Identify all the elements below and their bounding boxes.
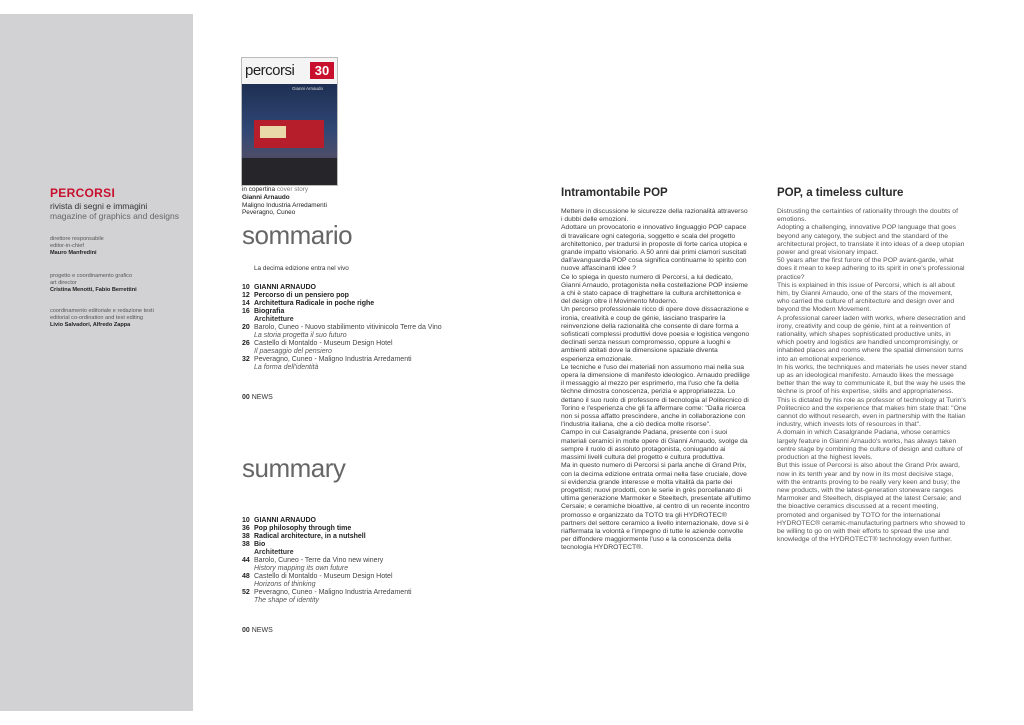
- toc-item[interactable]: [242, 340, 442, 356]
- credit-role: progetto e coordinamento grafico art director: [50, 273, 133, 287]
- toc-item[interactable]: [242, 517, 412, 525]
- toc-item[interactable]: [242, 292, 442, 300]
- toc-item-continuation: Architetture: [254, 316, 294, 323]
- article-italian-title: Intramontabile POP: [561, 187, 668, 199]
- toc-item-subtitle: La forma dell'identità: [254, 364, 319, 371]
- cover-caption: [242, 186, 402, 217]
- cover-issue-number: 30: [310, 62, 334, 79]
- toc-item[interactable]: [242, 324, 442, 340]
- toc-item-continuation: Architetture: [254, 549, 294, 556]
- toc-page-number: 12: [242, 292, 250, 299]
- masthead-subtitle-en: magazine of graphics and designs: [50, 211, 179, 221]
- news-label: NEWS: [251, 627, 273, 634]
- toc-page-number: 20: [242, 324, 250, 331]
- cover-brand: percorsi: [245, 62, 295, 79]
- cover-line-3: Peveragno, Cuneo: [242, 209, 296, 217]
- toc-item-title: Barolo, Cuneo - Terre da Vino new winery: [254, 557, 384, 564]
- article-english-title: POP, a timeless culture: [777, 187, 904, 199]
- toc-item-subtitle: The shape of identity: [254, 597, 319, 604]
- toc-item-title: GIANNI ARNAUDO: [254, 517, 316, 524]
- cover-building-window: [260, 126, 286, 138]
- credit-editorial: [50, 308, 190, 330]
- news-page: 00: [242, 627, 250, 634]
- article-english-body: Distrusting the certainties of rationality through the doubts of emotions. Adopting a challenging, innovative POP language that goes beyond any category, the subject and the standard of the architectural project, to translate it into ideas of a deep utopian power and great visionary impact. 50 years after the first furore of the POP avant-garde, what does it mean to keep adhering to its spirit in one's professional practice? This is explained in this issue of Percorsi, which is all about him, by Gianni Arnaudo, one of the stars of the movement, who carried the culture of architecture and design over and beyond the Modern Movement. A professional career laden with works, where desecration and irony, creativity and coup de génie, hint at a reinvention of rationality, which shapes sophisticated productive units, in which poetry and logistics are handled uncompromisingly, or inhabited places and rooms where the spatial dimension turns into an emotional experience. In his works, the techniques and materials he uses never stand up as an ideological manifesto. Arnaudo likes the message better than the way to communicate it, but the way he uses the tèchne is proof of his expertise, skills and appropriateness. This is dictated by his role as professor of technology at Turin's Politecnico and the experience that makes him state that: "One cannot do without research, even in partnership with the Italian industry, which invests lots of resources in that". A domain in which Casalgrande Padana, whose ceramics largely feature in Gianni Arnaudo's works, has always taken centre stage by combining the culture of design and culture of production at the highest levels. But this issue of Percorsi is also about the Grand Prix award, now in its tenth year and by now in its most decisive stage, with the entrants proving to be really very keen and busy; the new products, with the latest-generation stoneware ranges Marmoker and Steeltech, displayed at the latest Cersaie; and the bioactive ceramics discussed at a recent meeting, promoted and organised by TOTO for the international HYDROTEC® ceramic-manufacturing partners who showed to be willing to go on with their efforts to spread the use and knowledge of the HYDROTECT® technology even further.: [777, 208, 967, 544]
- masthead-subtitle: [50, 201, 190, 221]
- toc-page-number: 44: [242, 557, 250, 564]
- masthead-subtitle-it: rivista di segni e immagini: [50, 201, 148, 211]
- cover-caption-it: in copertina: [242, 186, 276, 193]
- toc-item-subtitle: Il paesaggio del pensiero: [254, 348, 332, 355]
- news-label: NEWS: [251, 394, 273, 401]
- toc-page-number: 38: [242, 541, 250, 548]
- toc-item-title: Pop philosophy through time: [254, 525, 352, 532]
- toc-item-title: Percorso di un pensiero pop: [254, 292, 349, 299]
- toc-item[interactable]: [242, 284, 442, 292]
- toc-item-subtitle: History mapping its own future: [254, 565, 349, 572]
- toc-item[interactable]: [242, 300, 442, 308]
- sommario-news[interactable]: [242, 394, 273, 402]
- toc-item[interactable]: [242, 541, 412, 557]
- toc-item-subtitle: La storia progetta il suo futuro: [254, 332, 347, 339]
- cover-ground: [242, 158, 337, 185]
- credit-name: Livio Salvadori, Alfredo Zappa: [50, 322, 131, 329]
- masthead-sidebar: [0, 14, 193, 711]
- news-page: 00: [242, 394, 250, 401]
- toc-page-number: 16: [242, 308, 250, 315]
- cover-caption-en: cover story: [276, 186, 309, 193]
- toc-item[interactable]: [242, 533, 412, 541]
- cover-thumbnail: [241, 57, 338, 186]
- toc-page-number: 52: [242, 589, 250, 596]
- credit-art-director: [50, 273, 190, 295]
- toc-page-number: 48: [242, 573, 250, 580]
- toc-page-number: 10: [242, 517, 250, 524]
- article-italian-body: Mettere in discussione le sicurezze della razionalità attraverso i dubbi delle emozioni. Adottare un provocatorio e innovativo linguaggio POP capace di travalicare ogni categoria, soggetto e scala del progetto architettonico, per tradursi in proposte di forte carica utopica e grande impatto visionario. A 50 anni dai primi clamori suscitati dall'avanguardia POP cosa significa continuarne lo spirito con nuove affascinanti idee ? Ce lo spiega in questo numero di Percorsi, a lui dedicato, Gianni Arnaudo, protagonista nella costellazione POP insieme a chi è stato capace di traghettare la cultura architettonica e del design oltre il Movimento Moderno. Un percorso professionale ricco di opere dove dissacrazione e ironia, creatività e coup de génie, lasciano trasparire la reinvenzione della razionalità che consente di dare forma a sofisticati complessi produttivi dove poesia e logistica vengono declinati senza nessun compromesso, oppure a luoghi e ambienti abitati dove la dimensione spaziale diventa esperienza emozionale. Le tecniche e l'uso dei materiali non assumono mai nella sua opera la dimensione di manifesto ideologico. Arnaudo predilige il messaggio al mezzo per esprimerlo, ma l'uso che fa della tèchne dimostra conoscenza, perizia e appropriatezza. Lo dettano il suo ruolo di professore di tecnologia al Politecnico di Torino e l'esperienza che gli fa affermare come: "Dalla ricerca non si possa affatto prescindere, anche in collaborazione con l'industria italiana, che a ciò dedica molte risorse". Campo in cui Casalgrande Padana, presente con i suoi materiali ceramici in molte opere di Gianni Arnaudo, svolge da sempre il ruolo di assoluto protagonista, coniugando ai massimi livelli cultura del progetto e cultura produttiva. Ma in questo numero di Percorsi si parla anche di Grand Prix, con la decima edizione entrata ormai nella fase cruciale, dove si evidenzia grande interesse e molta vitalità da parte dei progettisti; nuovi prodotti, con le serie in grès porcellanato di ultima generazione Marmoker e Steeltech, presentate all'ultimo Cersaie; e ceramiche bioattive, al centro di un recente incontro promosso e organizzato da TOTO tra gli HYDROTEC® partners del settore ceramico a livello internazionale, dove si è riaffermata la volontà e l'impegno di tutte le aziende convolte per diffondere maggiormente l'uso e la conoscenza della tecnologia HYDROTECT®.: [561, 208, 751, 552]
- toc-item-title: Castello di Montaldo - Museum Design Hotel: [254, 573, 393, 580]
- toc-page-number: 14: [242, 300, 250, 307]
- toc-item[interactable]: [242, 573, 412, 589]
- masthead-title: PERCORSI: [50, 186, 116, 200]
- toc-item-title: Bio: [254, 541, 266, 548]
- toc-item-title: Architettura Radicale in poche righe: [254, 300, 375, 307]
- cover-label: Gianni Arnaudo: [292, 86, 324, 91]
- summary-news[interactable]: [242, 627, 273, 635]
- cover-line-1: Gianni Arnaudo: [242, 193, 290, 201]
- toc-item[interactable]: [242, 557, 412, 573]
- credit-editor: [50, 236, 190, 258]
- sommario-intro: La decima edizione entra nel vivo: [254, 265, 349, 272]
- toc-item-title: Castello di Montaldo - Museum Design Hotel: [254, 340, 393, 347]
- toc-item[interactable]: [242, 356, 442, 372]
- credit-role: coordinamento editoriale e redazione testi editorial co-ordination and text editing: [50, 308, 154, 322]
- summary-list: [242, 517, 412, 605]
- toc-item[interactable]: [242, 308, 442, 324]
- cover-line-2: Maligno Industria Arredamenti: [242, 201, 327, 209]
- toc-item-title: GIANNI ARNAUDO: [254, 284, 316, 291]
- toc-item-title: Radical architecture, in a nutshell: [254, 533, 366, 540]
- toc-item-subtitle: Horizons of thinking: [254, 581, 316, 588]
- toc-page-number: 26: [242, 340, 250, 347]
- toc-page-number: 38: [242, 533, 250, 540]
- credit-name: Mauro Manfredini: [50, 250, 97, 257]
- toc-page-number: 36: [242, 525, 250, 532]
- toc-page-number: 10: [242, 284, 250, 291]
- summary-title: summary: [242, 453, 346, 483]
- sommario-title: sommario: [242, 220, 353, 250]
- article-italian: [561, 186, 751, 553]
- sommario-list: [242, 284, 442, 372]
- toc-item[interactable]: [242, 525, 412, 533]
- toc-item[interactable]: [242, 589, 412, 605]
- toc-item-title: Barolo, Cuneo - Nuovo stabilimento vitivinicolo Terre da Vino: [254, 324, 442, 331]
- toc-page-number: 32: [242, 356, 250, 363]
- toc-item-title: Peveragno, Cuneo - Maligno Industria Arredamenti: [254, 356, 412, 363]
- credit-role: direttore responsabile editor-in-chief: [50, 236, 104, 250]
- toc-item-title: Biografia: [254, 308, 285, 315]
- credit-name: Cristina Menotti, Fabio Berrettini: [50, 287, 137, 294]
- toc-item-title: Peveragno, Cuneo - Maligno Industria Arredamenti: [254, 589, 412, 596]
- article-english: [777, 186, 967, 544]
